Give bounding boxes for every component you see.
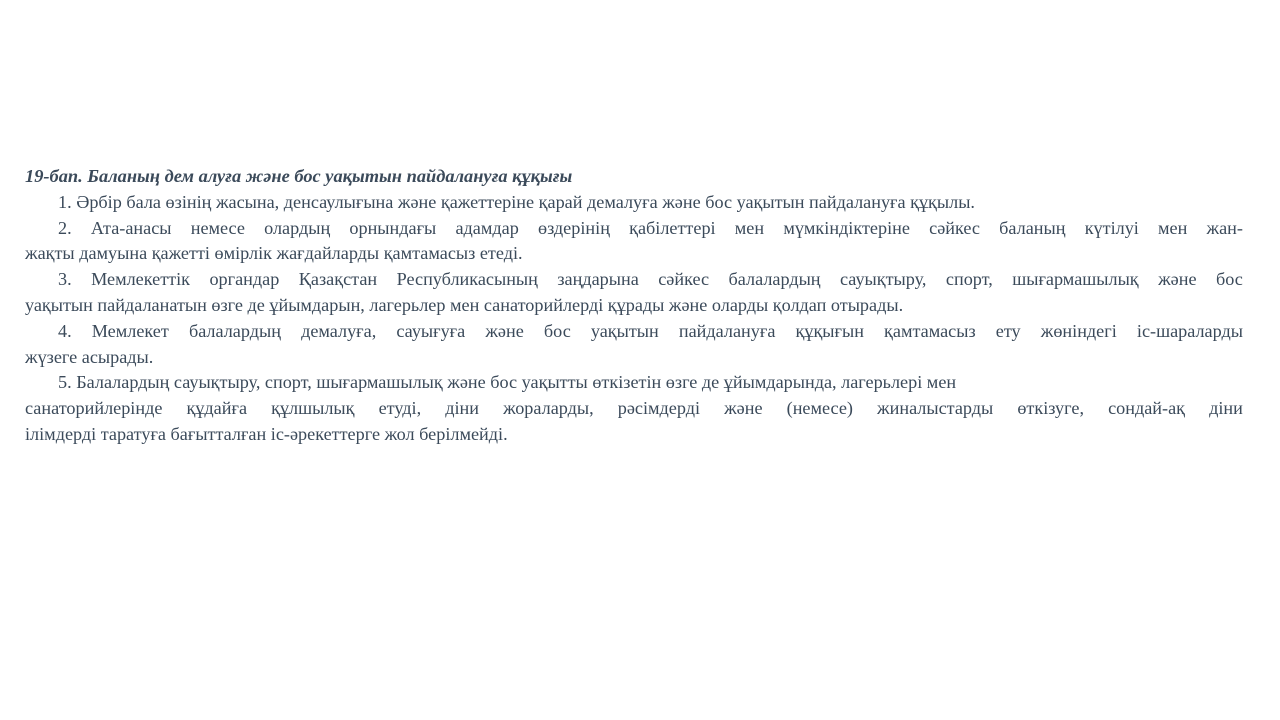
word: санаторийлерінде — [25, 398, 163, 419]
word: органдар — [209, 269, 280, 290]
word: Мемлекеттік — [91, 269, 190, 290]
word: орнындағы — [349, 217, 437, 238]
paragraph-line: 1. Әрбір бала өзінің жасына, денсаулығына және қажеттеріне қарай демалуға және бос уақытын пайдалануға құқылы. — [58, 191, 975, 212]
word: етуді, — [378, 398, 422, 419]
word: іс-шараларды — [1136, 320, 1243, 341]
word: мен — [1158, 217, 1188, 238]
word: Мемлекет — [91, 320, 169, 341]
word: шығармашылық — [1012, 269, 1139, 290]
word: адамдар — [455, 217, 519, 238]
paragraph-1 — [25, 190, 1243, 216]
paragraph-line: жақты дамуына қажетті өмірлік жағдайларды қамтамасыз етеді. — [25, 243, 523, 264]
word: және — [1158, 269, 1197, 290]
word: пайдалануға — [678, 320, 776, 341]
word: мүмкіндіктеріне — [783, 217, 910, 238]
article-19 — [25, 164, 1243, 448]
paragraph-4 — [25, 319, 1243, 371]
paragraph-line: ілімдерді таратуға бағытталған іс-әрекеттерге жол берілмейді. — [25, 423, 508, 444]
paragraph-5 — [25, 370, 1243, 447]
word: жан- — [1206, 217, 1243, 238]
word: сауықтыру, — [840, 269, 927, 290]
word: өздерінің — [537, 217, 610, 238]
word: жиналыстарды — [877, 398, 994, 419]
word: сәйкес — [929, 217, 980, 238]
word: бос — [1215, 269, 1243, 290]
word: олардың — [264, 217, 331, 238]
word: сәйкес — [658, 269, 710, 290]
article-title: 19-бап. Баланың дем алуға және бос уақытын пайдалануға құқығы — [25, 166, 573, 186]
word: 3. — [58, 269, 72, 290]
word: Ата-анасы — [90, 217, 172, 238]
paragraph-line: уақытын пайдаланатын өзге де ұйымдарын, лагерьлер мен санаторийлерді құрады және оларды қолдап отырады. — [25, 294, 904, 315]
word: бос — [543, 320, 571, 341]
word: (немесе) — [786, 398, 853, 419]
word: мен — [734, 217, 765, 238]
word: 2. — [58, 217, 72, 238]
word: құдайға — [186, 398, 248, 419]
word: 4. — [58, 320, 72, 341]
word: Қазақстан — [298, 269, 378, 290]
word: балалардың — [728, 269, 821, 290]
word: жораларды, — [503, 398, 594, 419]
paragraph-line: 5. Балалардың сауықтыру, спорт, шығармашылық және бос уақытты өткізетін өзге де ұйымдарында, лагерьлері мен — [58, 372, 957, 393]
word: спорт, — [945, 269, 993, 290]
word: және — [724, 398, 763, 419]
word: Республикасының — [396, 269, 538, 290]
word: және — [485, 320, 524, 341]
paragraph-line: жүзеге асырады. — [25, 346, 154, 367]
word: құлшылық — [271, 398, 355, 419]
paragraph-line — [25, 216, 1243, 242]
word: заңдарына — [557, 269, 639, 290]
paragraph-line — [25, 396, 1243, 422]
word: күтілуі — [1084, 217, 1139, 238]
word: баланың — [999, 217, 1066, 238]
word: діни — [445, 398, 480, 419]
word: діни — [1209, 398, 1243, 419]
word: сауығуға — [396, 320, 466, 341]
paragraph-3 — [25, 267, 1243, 319]
paragraph-2 — [25, 216, 1243, 268]
word: ету — [995, 320, 1021, 341]
paragraph-line — [25, 319, 1243, 345]
word: өткізуге, — [1017, 398, 1084, 419]
word: уақытын — [590, 320, 659, 341]
word: сондай-ақ — [1108, 398, 1186, 419]
word: балалардың — [188, 320, 281, 341]
word: қамтамасыз — [884, 320, 976, 341]
word: жөніндегі — [1040, 320, 1117, 341]
paragraph-line — [25, 267, 1243, 293]
word: немесе — [190, 217, 245, 238]
word: рәсімдерді — [617, 398, 701, 419]
word: қабілеттері — [629, 217, 716, 238]
word: құқығын — [795, 320, 864, 341]
word: демалуға, — [301, 320, 377, 341]
